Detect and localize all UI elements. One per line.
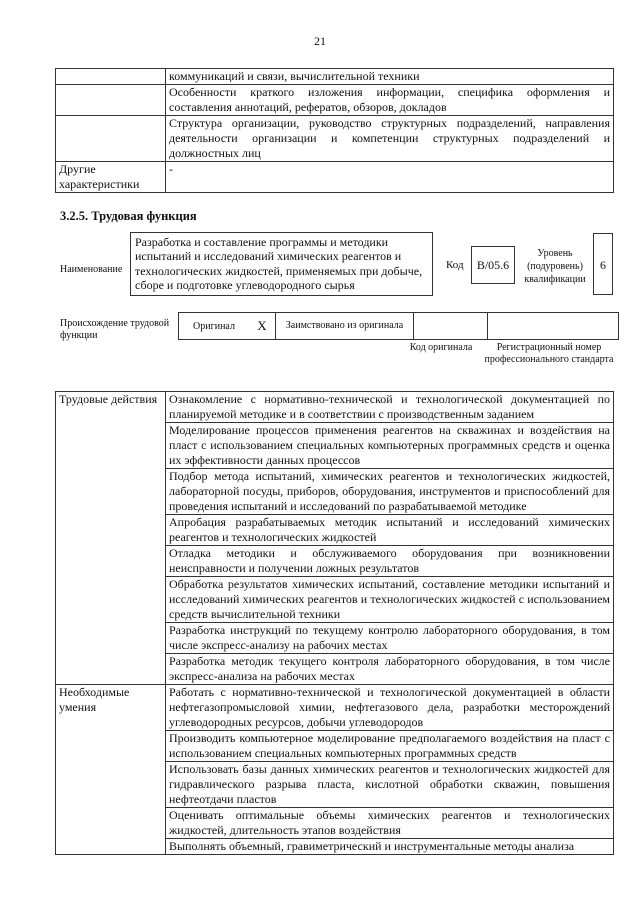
- origin-row: [178, 312, 619, 340]
- row-label: [56, 116, 166, 162]
- original-label: Оригинал: [193, 320, 235, 332]
- qualification-level-label: Уровень (подуровень) квалификации: [524, 248, 586, 285]
- labor-action-item: Разработка методик текущего контроля лабораторного оборудования, в том числе экспресс-анализа на рабочих местах: [166, 654, 614, 685]
- row-label: [56, 69, 166, 85]
- code-label: Код: [446, 259, 464, 271]
- table-row: [56, 116, 614, 162]
- table-row: [56, 69, 614, 85]
- labor-actions-label: Трудовые действия: [56, 392, 166, 685]
- skills-label: Необходимые умения: [56, 685, 166, 855]
- skill-item: Использовать базы данных химических реагентов и технологических жидкостей для гидравлического разрыва пласта, кислотной обработки скважин, повышения нефтеотдачи пластов: [166, 762, 614, 808]
- labor-action-item: Подбор метода испытаний, химических реагентов и технологических жидкостей, лабораторной посуды, приборов, оборудования, инструментов и приспособлений для проведения испытаний и исследований по разрабатываемой методике: [166, 469, 614, 515]
- qualification-level-box: 6: [593, 233, 613, 295]
- registration-number-cell: [487, 313, 618, 339]
- knowledge-item: Структура организации, руководство структурных подразделений, направления деятельности организации и компетенции структурных подразделений и должностных лиц: [166, 116, 614, 162]
- table-row: [56, 392, 614, 423]
- labor-action-item: Моделирование процессов применения реагентов на скважинах и воздействия на пласт с использованием специальных компьютерных программных средств и оценка их эффективности данных процессов: [166, 423, 614, 469]
- origin-label: Происхождение трудовой функции: [60, 318, 170, 341]
- section-heading: 3.2.5. Трудовая функция: [60, 209, 197, 223]
- labor-action-item: Апробация разрабатываемых методик испытаний и исследований химических реагентов и технологических жидкостей: [166, 515, 614, 546]
- skill-item: Производить компьютерное моделирование предполагаемого воздействия на пласт с использованием специальных компьютерных программных средств: [166, 731, 614, 762]
- original-code-cell: [413, 313, 487, 339]
- previous-function-table: [55, 68, 614, 193]
- row-label: [56, 85, 166, 116]
- borrowed-label: Заимствовано из оригинала: [275, 313, 413, 339]
- registration-number-caption: Регистрационный номер профессионального стандарта: [484, 342, 614, 365]
- function-name-box: Разработка и составление программы и методики испытаний и исследований химических реагентов и технологических жидкостей, применяемых при добыче, сборе и подготовке углеводородного сырья: [130, 232, 433, 296]
- original-code-caption: Код оригинала: [409, 342, 473, 353]
- knowledge-item: Особенности краткого изложения информации, специфика оформления и составления аннотаций, рефератов, обзоров, докладов: [166, 85, 614, 116]
- labor-action-item: Разработка инструкций по текущему контролю лабораторного оборудования, в том числе экспресс-анализу на рабочих местах: [166, 623, 614, 654]
- labor-action-item: Ознакомление с нормативно-технической и технологической документацией по планируемой методике и в соответствии с производственным заданием: [166, 392, 614, 423]
- skill-item: Работать с нормативно-технической и технологической документацией в области нефтегазопромысловой химии, нефтегазового дела, разработки месторождений углеводородных ресурсов, добычи углеводородов: [166, 685, 614, 731]
- page-number: 21: [314, 34, 326, 48]
- function-details-table: [55, 391, 614, 855]
- skill-item: Оценивать оптимальные объемы химических реагентов и технологических жидкостей, длительность этапов воздействия: [166, 808, 614, 839]
- table-row: [56, 685, 614, 731]
- name-label: Наименование: [60, 264, 123, 275]
- knowledge-item: коммуникаций и связи, вычислительной техники: [166, 69, 614, 85]
- table-row: [56, 85, 614, 116]
- labor-action-item: Обработка результатов химических испытаний, составление методики испытаний и исследований химических реагентов и технологических жидкостей с использованием средств вычислительной техники: [166, 577, 614, 623]
- skill-item: Выполнять объемный, гравиметрический и инструментальные методы анализа: [166, 839, 614, 855]
- other-characteristics-label: Другие характеристики: [56, 162, 166, 193]
- labor-action-item: Отладка методики и обслуживаемого оборудования при возникновении неисправности и получении ложных результатов: [166, 546, 614, 577]
- table-row: [56, 162, 614, 193]
- function-code-box: B/05.6: [471, 246, 515, 284]
- other-characteristics-value: -: [166, 162, 614, 193]
- original-mark: X: [257, 318, 267, 333]
